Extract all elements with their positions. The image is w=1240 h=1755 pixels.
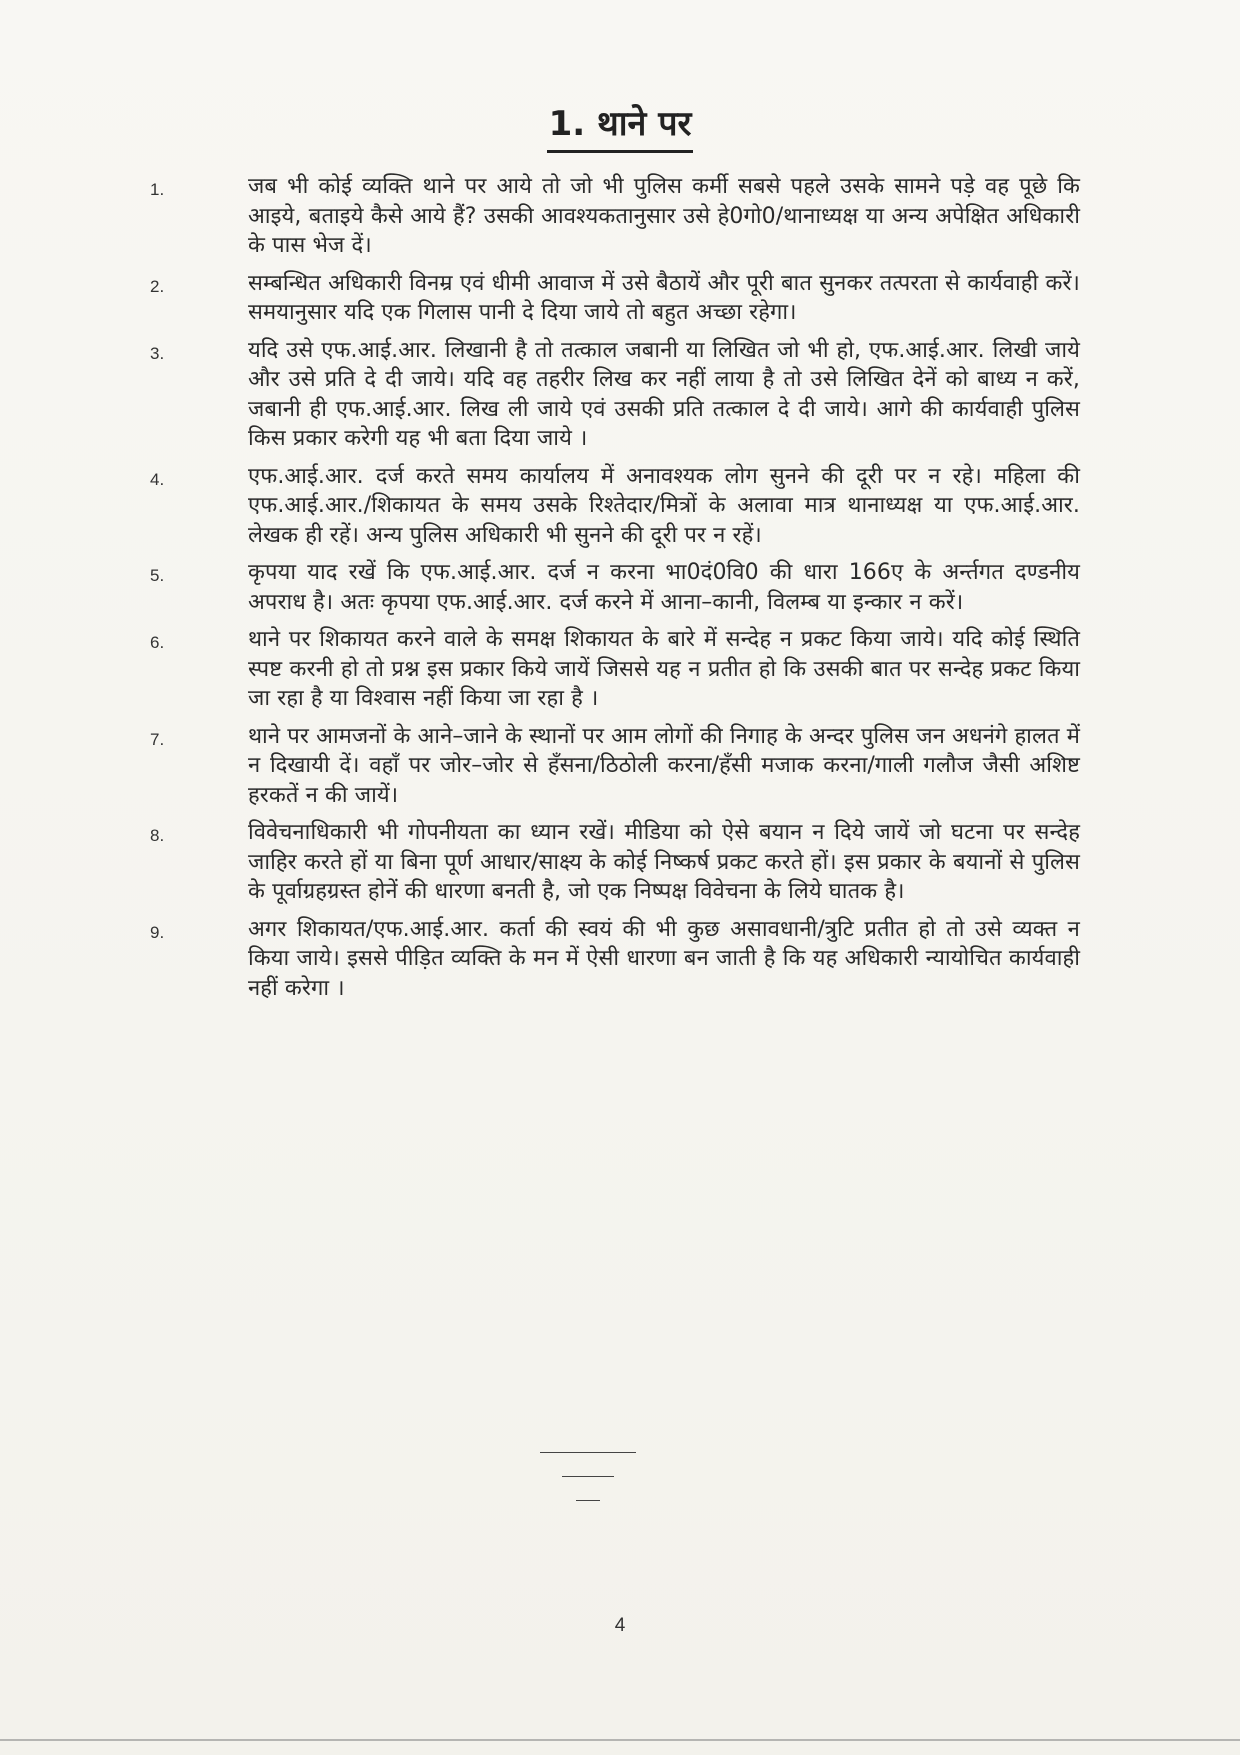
guidelines-list (150, 172, 1080, 1011)
item-text: एफ.आई.आर. दर्ज करते समय कार्यालय में अनावश्यक लोग सुनने की दूरी पर न रहे। महिला की एफ.आई.आर./शिकायत के समय उसके रिश्तेदार/मित्रों के अलावा मात्र थानाध्यक्ष या एफ.आई.आर. लेखक ही रहें। अन्य पुलिस अधिकारी भी सुनने की दूरी पर न रहें। (248, 463, 1080, 548)
item-number: 8. (150, 826, 165, 845)
list-item (150, 172, 1080, 261)
end-divider-medium (562, 1476, 614, 1477)
page-number: 4 (614, 1615, 626, 1636)
list-item (150, 722, 1080, 811)
list-item (150, 462, 1080, 551)
item-number: 7. (150, 729, 165, 749)
item-text: थाने पर शिकायत करने वाले के समक्ष शिकायत के बारे में सन्देह न प्रकट किया जाये। यदि कोई स्थिति स्पष्ट करनी हो तो प्रश्न इस प्रकार किये जायें जिससे यह न प्रतीत हो कि उसकी बात पर सन्देह प्रकट किया जा रहा है या विश्वास नहीं किया जा रहा है । (248, 627, 1080, 711)
list-item (150, 915, 1080, 1004)
item-number: 9. (150, 922, 165, 942)
item-text: कृपया याद रखें कि एफ.आई.आर. दर्ज न करना भा0दं0वि0 की धारा 166ए के अर्न्तगत दण्डनीय अपराध है। अतः कृपया एफ.आई.आर. दर्ज करने में आना–कानी, विलम्ब या इन्कार न करें। (248, 560, 1080, 615)
item-text: सम्बन्धित अधिकारी विनम्र एवं धीमी आवाज में उसे बैठायें और पूरी बात सुनकर तत्परता से कार्यवाही करें। समयानुसार यदि एक गिलास पानी दे दिया जाये तो बहुत अच्छा रहेगा। (248, 270, 1080, 325)
list-item (150, 818, 1080, 907)
item-text: विवेचनाधिकारी भी गोपनीयता का ध्यान रखें। मीडिया को ऐसे बयान न दिये जायें जो घटना पर सन्देह जाहिर करते हों या बिना पूर्ण आधार/साक्ष्य के कोई निष्कर्ष प्रकट करते हों। इस प्रकार के बयानों से पुलिस के पूर्वाग्रहग्रस्त होनें की धारणा बनती है, जो एक निष्पक्ष विवेचना के लिये घातक है। (248, 820, 1080, 904)
item-number: 1. (150, 180, 165, 199)
page-title (0, 100, 1240, 153)
end-divider-short (576, 1500, 600, 1501)
item-number: 3. (150, 343, 165, 363)
list-item (150, 558, 1080, 617)
item-text: यदि उसे एफ.आई.आर. लिखानी है तो तत्काल जबानी या लिखित जो भी हो, एफ.आई.आर. लिखी जाये और उसे प्रति दे दी जाये। यदि वह तहरीर लिख कर नहीं लाया है तो उसे लिखित देनें को बाध्य न करें, जबानी ही एफ.आई.आर. लिख ली जाये एवं उसकी प्रति तत्काल दे दी जाये। आगे की कार्यवाही पुलिस किस प्रकार करेगी यह भी बता दिया जाये । (248, 337, 1080, 451)
item-text: अगर शिकायत/एफ.आई.आर. कर्ता की स्वयं की भी कुछ असावधानी/त्रुटि प्रतीत हो तो उसे व्यक्त न किया जाये। इससे पीड़ित व्यक्ति के मन में ऐसी धारणा बन जाती है कि यह अधिकारी न्यायोचित कार्यवाही नहीं करेगा । (248, 916, 1080, 1001)
item-text: जब भी कोई व्यक्ति थाने पर आये तो जो भी पुलिस कर्मी सबसे पहले उसके सामने पड़े वह पूछे कि आइये, बताइये कैसे आये हैं? उसकी आवश्यकतानुसार उसे हे0गो0/थानाध्यक्ष या अन्य अपेक्षित अधिकारी के पास भेज दें। (248, 174, 1080, 258)
item-number: 4. (150, 469, 165, 489)
item-number: 6. (150, 633, 165, 652)
list-item (150, 336, 1080, 454)
end-divider-long (540, 1452, 636, 1453)
item-number: 5. (150, 566, 165, 585)
page-title-text: 1. थाने पर (547, 100, 694, 153)
scan-edge-line (0, 1739, 1240, 1741)
list-item (150, 269, 1080, 328)
item-number: 2. (150, 276, 165, 296)
item-text: थाने पर आमजनों के आने–जाने के स्थानों पर आम लोगों की निगाह के अन्दर पुलिस जन अधनंगे हालत में न दिखायी दें। वहाँ पर जोर–जोर से हँसना/ठिठोली करना/हँसी मजाक करना/गाली गलौज जैसी अशिष्ट हरकतें न की जायें। (248, 723, 1080, 808)
list-item (150, 625, 1080, 714)
